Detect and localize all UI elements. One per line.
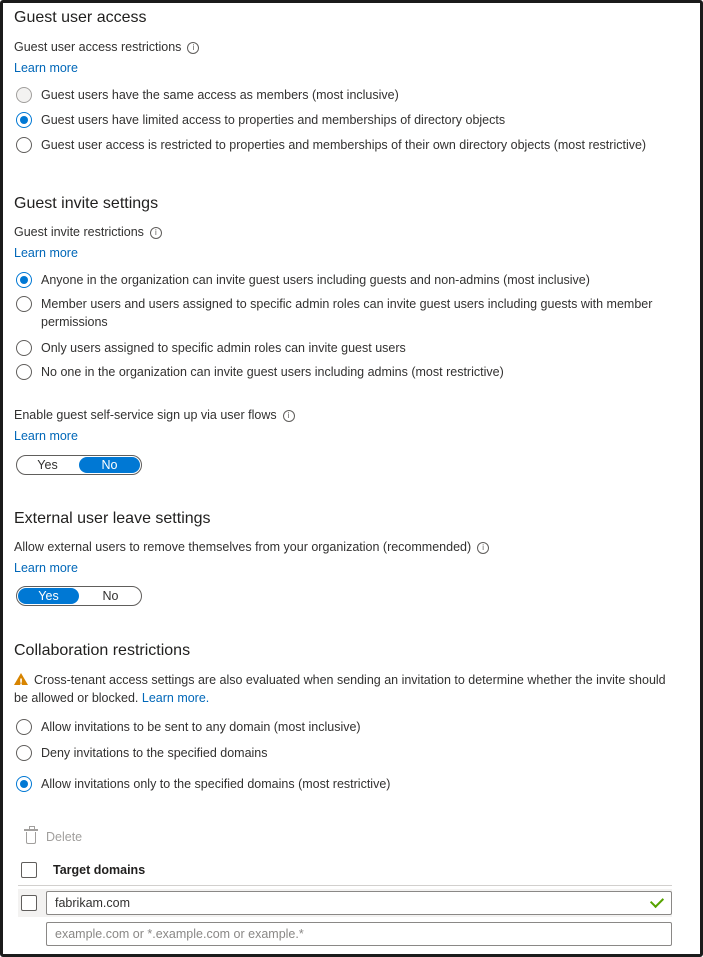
radio-label: Allow invitations only to the specified domains (most restrictive) <box>41 777 391 791</box>
radio-label: Allow invitations to be sent to any domain (most inclusive) <box>41 720 361 734</box>
guest-invite-option-2[interactable] <box>16 341 406 357</box>
info-icon[interactable]: i <box>283 410 295 422</box>
warning-learn-more[interactable]: Learn more. <box>141 691 210 705</box>
radio-button[interactable] <box>16 296 32 312</box>
delete-icon <box>26 832 36 844</box>
column-header-target-domains: Target domains <box>53 863 146 877</box>
guest-invite-option-0[interactable] <box>16 273 590 289</box>
guest-access-learn-more[interactable]: Learn more <box>14 61 78 75</box>
toggle-yes[interactable]: Yes <box>37 458 58 472</box>
radio-button[interactable] <box>16 87 32 103</box>
radio-button[interactable] <box>16 272 32 288</box>
table-divider <box>18 885 672 886</box>
toggle-yes[interactable]: Yes <box>18 588 79 604</box>
guest-access-title: Guest user access <box>14 9 147 26</box>
guest-invite-label-text: Guest invite restrictions <box>14 225 144 239</box>
guest-invite-learn-more[interactable]: Learn more <box>14 246 78 260</box>
radio-button[interactable] <box>16 745 32 761</box>
external-leave-toggle[interactable] <box>16 586 142 606</box>
delete-label: Delete <box>46 830 83 844</box>
radio-label: Deny invitations to the specified domains <box>41 746 268 760</box>
radio-button[interactable] <box>16 340 32 356</box>
guest-invite-option-3[interactable] <box>16 365 504 381</box>
warning-text-line1: Cross-tenant access settings are also evaluated when sending an invitation to determine whether the invite should <box>34 673 666 687</box>
toggle-no[interactable]: No <box>102 589 119 603</box>
external-leave-label <box>14 540 489 554</box>
radio-button[interactable] <box>16 776 32 792</box>
radio-button[interactable] <box>16 137 32 153</box>
guest-access-label-text: Guest user access restrictions <box>14 40 182 54</box>
warning-icon <box>14 673 28 685</box>
new-domain-input[interactable] <box>46 922 672 946</box>
self-service-learn-more[interactable]: Learn more <box>14 429 78 443</box>
external-leave-label-text: Allow external users to remove themselves from your organization (recommended) <box>14 540 472 554</box>
checkmark-icon <box>650 894 664 908</box>
self-service-label <box>14 408 295 422</box>
info-icon[interactable]: i <box>150 227 162 239</box>
collaboration-warning <box>14 671 666 707</box>
guest-invite-title: Guest invite settings <box>14 195 159 212</box>
delete-button[interactable] <box>24 828 94 846</box>
radio-label: Only users assigned to specific admin roles can invite guest users <box>41 341 406 355</box>
radio-button[interactable] <box>16 364 32 380</box>
guest-access-option-1[interactable] <box>16 113 505 129</box>
radio-label: Anyone in the organization can invite guest users including guests and non-admins (most inclusive) <box>41 273 590 287</box>
domain-field[interactable] <box>46 891 672 915</box>
radio-label: Member users and users assigned to specific admin roles can invite guest users including guests with member permissions <box>41 297 653 329</box>
warning-text-line2: be allowed or blocked. <box>14 691 139 705</box>
info-icon[interactable]: i <box>477 542 489 554</box>
domain-value: fabrikam.com <box>55 896 131 910</box>
guest-access-option-0[interactable] <box>16 88 399 104</box>
collaboration-option-0[interactable] <box>16 720 361 736</box>
row-checkbox[interactable] <box>21 895 37 911</box>
guest-invite-option-1[interactable] <box>16 297 661 331</box>
guest-invite-label <box>14 225 162 239</box>
radio-label: Guest users have limited access to properties and memberships of directory objects <box>41 113 506 127</box>
radio-label: Guest user access is restricted to properties and memberships of their own directory objects (most restrictive) <box>41 138 647 152</box>
collaboration-option-1[interactable] <box>16 746 268 762</box>
collaboration-title: Collaboration restrictions <box>14 642 191 659</box>
radio-button[interactable] <box>16 112 32 128</box>
toggle-no[interactable]: No <box>79 457 140 473</box>
table-row[interactable] <box>18 889 672 917</box>
radio-label: No one in the organization can invite guest users including admins (most restrictive) <box>41 365 504 379</box>
radio-label: Guest users have the same access as members (most inclusive) <box>41 88 399 102</box>
external-leave-learn-more[interactable]: Learn more <box>14 561 78 575</box>
self-service-label-text: Enable guest self-service sign up via user flows <box>14 408 277 422</box>
self-service-toggle[interactable] <box>16 455 142 475</box>
guest-access-option-2[interactable] <box>16 138 646 154</box>
info-icon[interactable]: i <box>187 42 199 54</box>
external-leave-title: External user leave settings <box>14 510 211 527</box>
radio-button[interactable] <box>16 719 32 735</box>
guest-access-label <box>14 40 199 54</box>
collaboration-option-2[interactable] <box>16 777 390 793</box>
select-all-checkbox[interactable] <box>21 862 37 878</box>
